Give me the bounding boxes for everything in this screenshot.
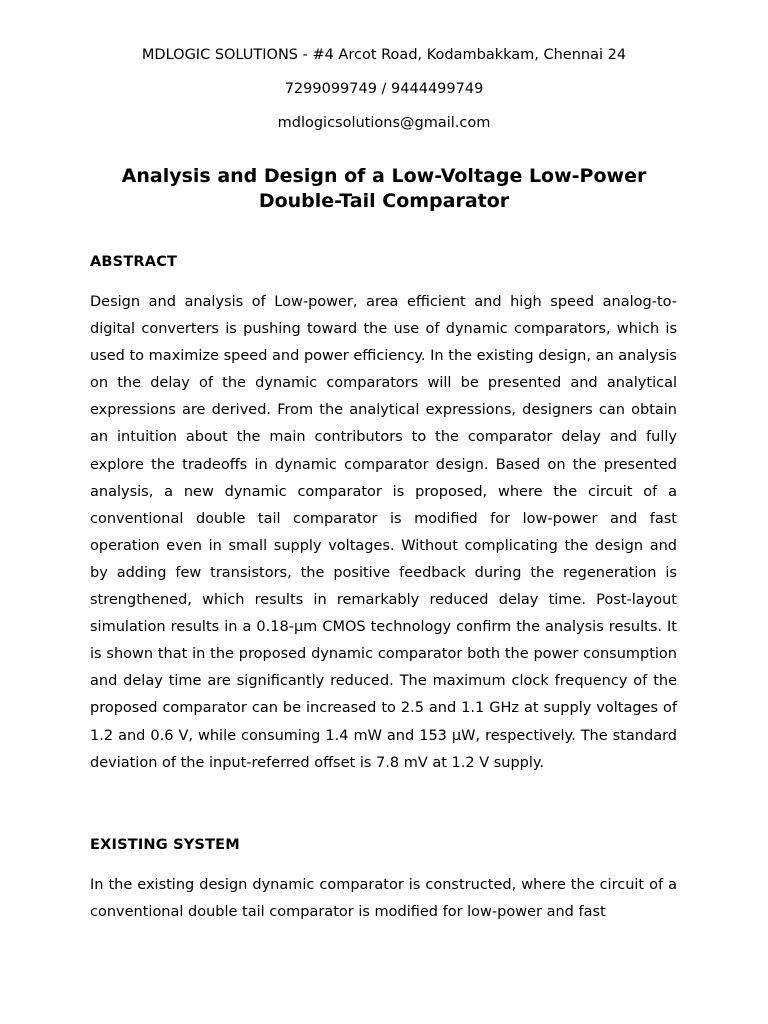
- document-title: [80, 164, 688, 214]
- title-line-2: Double-Tail Comparator: [258, 190, 510, 212]
- company-email: mdlogicsolutions@gmail.com: [277, 115, 491, 131]
- company-address: MDLOGIC SOLUTIONS - #4 Arcot Road, Kodambakkam, Chennai 24: [141, 47, 627, 63]
- company-phones: 7299099749 / 9444499749: [284, 81, 484, 97]
- abstract-paragraph: Design and analysis of Low-power, area efficient and high speed analog-to-digital converters is pushing toward the use of dynamic comparators, which is used to maximize speed and power efficiency. In the existing design, an analysis on the delay of the dynamic comparators will be presented and analytical expressions are derived. From the analytical expressions, designers can obtain an intuition about the main contributors to the comparator delay and fully explore the tradeoffs in dynamic comparator design. Based on the presented analysis, a new dynamic comparator is proposed, where the circuit of a conventional double tail comparator is modified for low-power and fast operation even in small supply voltages. Without complicating the design and by adding few transistors, the positive feedback during the regeneration is strengthened, which results in remarkably reduced delay time. Post-layout simulation results in a 0.18-μm CMOS technology confirm the analysis results. It is shown that in the proposed dynamic comparator both the power consumption and delay time are significantly reduced. The maximum clock frequency of the proposed comparator can be increased to 2.5 and 1.1 GHz at supply voltages of 1.2 and 0.6 V, while consuming 1.4 mW and 153 μW, respectively. The standard deviation of the input-referred offset is 7.8 mV at 1.2 V supply.: [90, 294, 677, 771]
- existing-system-heading: EXISTING SYSTEM: [90, 837, 240, 853]
- title-line-1: Analysis and Design of a Low-Voltage Low-Power: [121, 165, 647, 187]
- existing-system-paragraph: In the existing design dynamic comparator is constructed, where the circuit of a conventional double tail comparator is modified for low-power and fast: [90, 877, 677, 921]
- abstract-heading: ABSTRACT: [90, 254, 178, 270]
